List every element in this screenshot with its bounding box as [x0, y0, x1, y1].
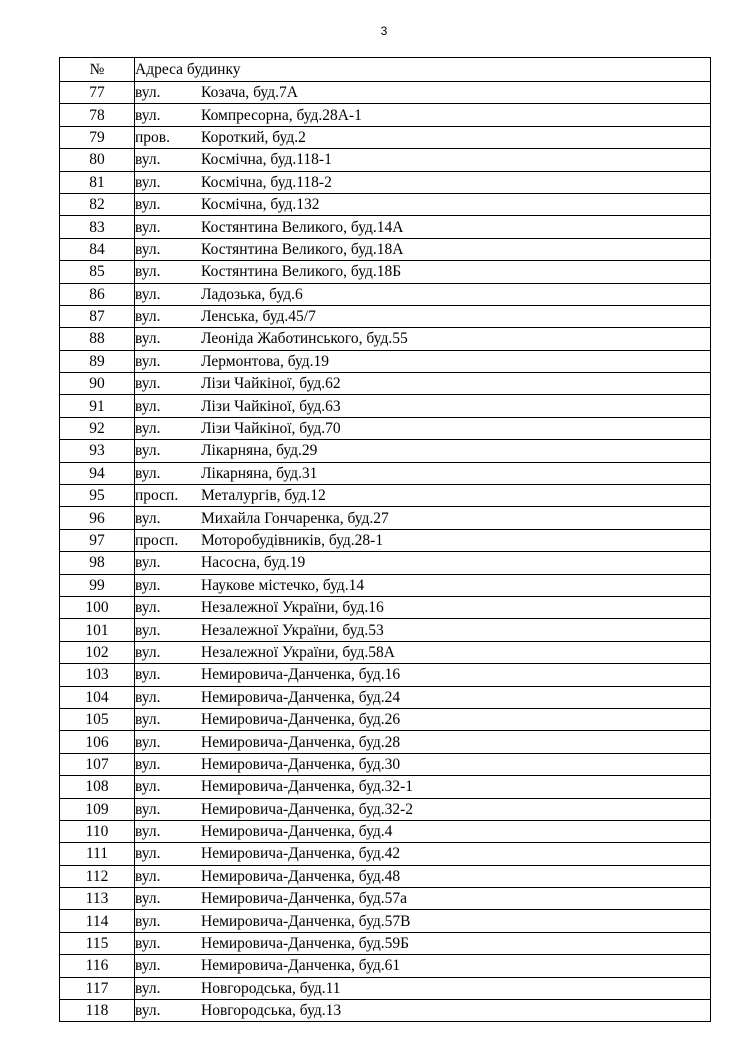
row-address-cell: [135, 395, 711, 417]
row-number: 113: [60, 888, 135, 910]
row-address-cell: [135, 373, 711, 395]
row-number: 79: [60, 126, 135, 148]
row-address-cell: [135, 126, 711, 148]
table-row: [60, 776, 711, 798]
row-address-cell: [135, 283, 711, 305]
table-row: [60, 82, 711, 104]
row-number: 114: [60, 910, 135, 932]
street-address: Немировича-Данченка, буд.48: [201, 867, 401, 885]
row-number: 85: [60, 261, 135, 283]
row-address-cell: [135, 798, 711, 820]
table-row: [60, 820, 711, 842]
row-number: 100: [60, 596, 135, 618]
row-number: 117: [60, 977, 135, 999]
street-type: вул.: [135, 666, 161, 684]
table-row: [60, 731, 711, 753]
street-address: Немировича-Данченка, буд.16: [201, 666, 401, 684]
street-type: вул.: [135, 576, 161, 594]
street-type: вул.: [135, 733, 161, 751]
row-number: 77: [60, 82, 135, 104]
row-address-cell: [135, 865, 711, 887]
column-header-address: Адреса будинку: [135, 58, 711, 82]
row-number: 98: [60, 552, 135, 574]
street-address: Немировича-Данченка, буд.57а: [201, 890, 407, 908]
row-address-cell: [135, 843, 711, 865]
street-address: Немировича-Данченка, буд.28: [201, 733, 401, 751]
street-type: вул.: [135, 106, 161, 124]
row-address-cell: [135, 485, 711, 507]
street-address: Костянтина Великого, буд.18А: [201, 240, 404, 258]
table-row: [60, 641, 711, 663]
table-row: [60, 283, 711, 305]
table-row: [60, 843, 711, 865]
street-type: пров.: [135, 128, 170, 146]
row-address-cell: [135, 529, 711, 551]
row-number: 78: [60, 104, 135, 126]
table-row: [60, 1000, 711, 1022]
table-row: [60, 216, 711, 238]
row-number: 107: [60, 753, 135, 775]
street-type: вул.: [135, 1002, 161, 1020]
table-row: [60, 417, 711, 439]
street-type: вул.: [135, 240, 161, 258]
street-type: вул.: [135, 173, 161, 191]
row-number: 84: [60, 238, 135, 260]
street-type: вул.: [135, 420, 161, 438]
street-type: вул.: [135, 711, 161, 729]
street-type: вул.: [135, 643, 161, 661]
street-type: вул.: [135, 912, 161, 930]
street-address: Новгородська, буд.13: [201, 1002, 342, 1020]
street-address: Немировича-Данченка, буд.30: [201, 755, 401, 773]
table-row: [60, 261, 711, 283]
street-address: Костянтина Великого, буд.14А: [201, 218, 404, 236]
row-address-cell: [135, 932, 711, 954]
table-row: [60, 798, 711, 820]
row-number: 104: [60, 686, 135, 708]
street-address: Лізи Чайкіної, буд.70: [201, 420, 341, 438]
street-type: вул.: [135, 397, 161, 415]
table-row: [60, 126, 711, 148]
row-number: 106: [60, 731, 135, 753]
row-address-cell: [135, 261, 711, 283]
row-address-cell: [135, 977, 711, 999]
row-address-cell: [135, 574, 711, 596]
street-address: Немировича-Данченка, буд.26: [201, 711, 401, 729]
street-address: Лізи Чайкіної, буд.63: [201, 397, 341, 415]
table-row: [60, 664, 711, 686]
row-number: 91: [60, 395, 135, 417]
street-type: вул.: [135, 196, 161, 214]
row-address-cell: [135, 686, 711, 708]
table-row: [60, 596, 711, 618]
street-type: вул.: [135, 375, 161, 393]
row-address-cell: [135, 462, 711, 484]
street-address: Лізи Чайкіної, буд.62: [201, 375, 341, 393]
table-header-row: [60, 58, 711, 82]
street-address: Компресорна, буд.28А-1: [201, 106, 362, 124]
street-address: Немировича-Данченка, буд.32-1: [201, 778, 414, 796]
street-type: вул.: [135, 442, 161, 460]
address-table: [59, 57, 711, 1022]
street-address: Немировича-Данченка, буд.32-2: [201, 800, 414, 818]
street-type: вул.: [135, 755, 161, 773]
row-address-cell: [135, 104, 711, 126]
street-type: вул.: [135, 599, 161, 617]
street-address: Наукове містечко, буд.14: [201, 576, 365, 594]
row-number: 82: [60, 193, 135, 215]
row-address-cell: [135, 664, 711, 686]
row-address-cell: [135, 1000, 711, 1022]
row-number: 99: [60, 574, 135, 596]
street-address: Космічна, буд.118-1: [201, 151, 332, 169]
row-address-cell: [135, 776, 711, 798]
street-address: Металургів, буд.12: [201, 487, 326, 505]
row-address-cell: [135, 910, 711, 932]
street-address: Лікарняна, буд.31: [201, 464, 318, 482]
row-address-cell: [135, 440, 711, 462]
street-type: вул.: [135, 263, 161, 281]
table-row: [60, 104, 711, 126]
row-number: 112: [60, 865, 135, 887]
table-row: [60, 708, 711, 730]
row-address-cell: [135, 596, 711, 618]
row-number: 110: [60, 820, 135, 842]
table-row: [60, 888, 711, 910]
street-type: вул.: [135, 845, 161, 863]
row-number: 101: [60, 619, 135, 641]
street-address: Короткий, буд.2: [201, 128, 306, 146]
row-number: 90: [60, 373, 135, 395]
table-row: [60, 238, 711, 260]
street-type: вул.: [135, 554, 161, 572]
row-address-cell: [135, 350, 711, 372]
row-address-cell: [135, 641, 711, 663]
row-number: 88: [60, 328, 135, 350]
row-number: 105: [60, 708, 135, 730]
street-address: Насосна, буд.19: [201, 554, 306, 572]
street-address: Костянтина Великого, буд.18Б: [201, 263, 402, 281]
row-address-cell: [135, 619, 711, 641]
table-row: [60, 977, 711, 999]
street-type: вул.: [135, 509, 161, 527]
table-row: [60, 149, 711, 171]
street-address: Немировича-Данченка, буд.61: [201, 957, 401, 975]
street-address: Михайла Гончаренка, буд.27: [201, 509, 389, 527]
table-row: [60, 753, 711, 775]
street-type: вул.: [135, 778, 161, 796]
row-number: 115: [60, 932, 135, 954]
street-address: Леоніда Жаботинського, буд.55: [201, 330, 408, 348]
table-row: [60, 350, 711, 372]
street-type: вул.: [135, 308, 161, 326]
street-address: Космічна, буд.118-2: [201, 173, 332, 191]
row-address-cell: [135, 955, 711, 977]
page-number: 3: [380, 24, 388, 38]
row-address-cell: [135, 507, 711, 529]
street-type: вул.: [135, 890, 161, 908]
street-address: Немировича-Данченка, буд.57В: [201, 912, 411, 930]
table-row: [60, 305, 711, 327]
street-address: Космічна, буд.132: [201, 196, 320, 214]
row-address-cell: [135, 328, 711, 350]
row-number: 83: [60, 216, 135, 238]
row-number: 118: [60, 1000, 135, 1022]
street-type: просп.: [135, 487, 179, 505]
table-row: [60, 395, 711, 417]
table-row: [60, 955, 711, 977]
table-row: [60, 507, 711, 529]
street-address: Ладозька, буд.6: [201, 285, 303, 303]
row-number: 80: [60, 149, 135, 171]
street-type: вул.: [135, 800, 161, 818]
street-address: Моторобудівників, буд.28-1: [201, 532, 384, 549]
table-row: [60, 485, 711, 507]
street-type: вул.: [135, 935, 161, 953]
row-address-cell: [135, 753, 711, 775]
row-address-cell: [135, 888, 711, 910]
street-address: Новгородська, буд.11: [201, 979, 341, 997]
row-address-cell: [135, 708, 711, 730]
street-address: Немировича-Данченка, буд.59Б: [201, 935, 410, 953]
table-row: [60, 373, 711, 395]
street-type: вул.: [135, 621, 161, 639]
street-address: Лермонтова, буд.19: [201, 352, 330, 370]
row-number: 102: [60, 641, 135, 663]
street-address: Козача, буд.7А: [201, 84, 298, 102]
table-row: [60, 574, 711, 596]
row-address-cell: [135, 193, 711, 215]
street-type: вул.: [135, 330, 161, 348]
row-address-cell: [135, 731, 711, 753]
row-number: 87: [60, 305, 135, 327]
row-number: 116: [60, 955, 135, 977]
street-type: просп.: [135, 532, 179, 549]
table-row: [60, 193, 711, 215]
row-number: 103: [60, 664, 135, 686]
row-address-cell: [135, 552, 711, 574]
street-address: Незалежної України, буд.58А: [201, 643, 395, 661]
street-type: вул.: [135, 285, 161, 303]
table-row: [60, 932, 711, 954]
street-type: вул.: [135, 84, 161, 102]
row-address-cell: [135, 238, 711, 260]
table-row: [60, 865, 711, 887]
row-number: 108: [60, 776, 135, 798]
street-address: Немировича-Данченка, буд.24: [201, 688, 401, 706]
row-number: 92: [60, 417, 135, 439]
row-number: 81: [60, 171, 135, 193]
row-number: 96: [60, 507, 135, 529]
row-number: 97: [60, 529, 135, 551]
row-address-cell: [135, 82, 711, 104]
street-address: Незалежної України, буд.16: [201, 599, 384, 617]
street-type: вул.: [135, 688, 161, 706]
street-type: вул.: [135, 151, 161, 169]
row-number: 93: [60, 440, 135, 462]
table-row: [60, 910, 711, 932]
row-number: 95: [60, 485, 135, 507]
table-row: [60, 686, 711, 708]
row-number: 111: [60, 843, 135, 865]
street-address: Незалежної України, буд.53: [201, 621, 384, 639]
street-type: вул.: [135, 957, 161, 975]
table-row: [60, 462, 711, 484]
table-row: [60, 552, 711, 574]
street-type: вул.: [135, 979, 161, 997]
table-row: [60, 529, 711, 551]
row-address-cell: [135, 305, 711, 327]
row-address-cell: [135, 171, 711, 193]
row-number: 86: [60, 283, 135, 305]
table-row: [60, 171, 711, 193]
street-address: Немировича-Данченка, буд.42: [201, 845, 401, 863]
table-row: [60, 440, 711, 462]
street-type: вул.: [135, 218, 161, 236]
row-number: 109: [60, 798, 135, 820]
row-address-cell: [135, 820, 711, 842]
street-type: вул.: [135, 352, 161, 370]
street-type: вул.: [135, 464, 161, 482]
table-row: [60, 328, 711, 350]
street-type: вул.: [135, 867, 161, 885]
column-header-number: №: [60, 58, 135, 82]
row-number: 89: [60, 350, 135, 372]
table-body: [60, 82, 711, 1022]
street-type: вул.: [135, 823, 161, 841]
table-row: [60, 619, 711, 641]
street-address: Ленська, буд.45/7: [201, 308, 316, 326]
row-address-cell: [135, 216, 711, 238]
street-address: Немировича-Данченка, буд.4: [201, 823, 393, 841]
row-address-cell: [135, 417, 711, 439]
row-address-cell: [135, 149, 711, 171]
row-number: 94: [60, 462, 135, 484]
street-address: Лікарняна, буд.29: [201, 442, 318, 460]
